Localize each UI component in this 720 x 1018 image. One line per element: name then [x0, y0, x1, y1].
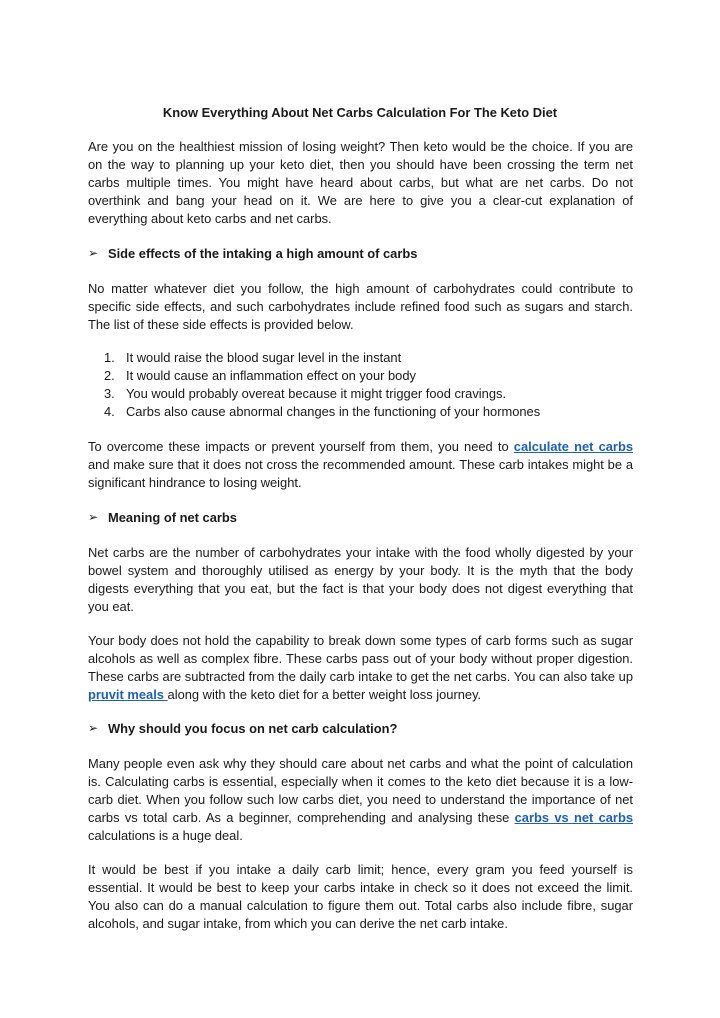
paragraph-text: and make sure that it does not cross the recommended amount. These carb intakes might be a significant hindrance to losing weight.	[88, 456, 633, 490]
section-heading-label: Why should you focus on net carb calculation?	[108, 721, 398, 736]
calculate-net-carbs-paragraph	[88, 438, 633, 492]
list-item-number: 2.	[104, 367, 115, 383]
side-effects-intro-paragraph: No matter whatever diet you follow, the high amount of carbohydrates could contribute to specific side effects, and such carbohydrates include refined food such as sugars and starch. The list of these side effects is provided below.	[88, 281, 633, 332]
arrow-bullet-icon: ➢	[88, 246, 99, 260]
section-heading-label: Side effects of the intaking a high amount of carbs	[108, 246, 418, 261]
intro-paragraph: Are you on the healthiest mission of losing weight? Then keto would be the choice. If you are on the way to planning up your keto diet, then you should have been crossing the term net carbs multiple times. You might have heard about carbs, but what are net carbs. Do not overthink and bang your head on it. We are here to give you a clear-cut explanation of everything about keto carbs and net carbs.	[88, 139, 633, 226]
section-heading-why-focus	[88, 720, 633, 738]
list-item	[104, 367, 624, 385]
paragraph-text: calculations is a huge deal.	[88, 827, 243, 843]
arrow-bullet-icon: ➢	[88, 721, 99, 735]
list-item-text: It would raise the blood sugar level in the instant	[126, 350, 402, 365]
pruvit-meals-link[interactable]: pruvit meals	[88, 686, 168, 702]
list-item	[104, 349, 624, 367]
pruvit-meals-paragraph	[88, 632, 633, 704]
list-item-number: 1.	[104, 350, 115, 365]
list-item-number: 4.	[104, 403, 115, 419]
list-item-text: You would probably overeat because it might trigger food cravings.	[126, 385, 507, 401]
why-focus-paragraph	[88, 755, 633, 845]
calculate-net-carbs-link[interactable]: calculate net carbs	[513, 439, 633, 454]
arrow-bullet-icon: ➢	[88, 510, 99, 524]
paragraph-text: To overcome these impacts or prevent yourself from them, you need to	[88, 439, 514, 454]
section-heading-label: Meaning of net carbs	[108, 510, 237, 525]
paragraph-text: Your body does not hold the capability to break down some types of carb forms such as sugar alcohols as well as complex fibre. These carbs pass out of your body without proper digestion. These carbs are subtracted from the daily carb intake to get the net carbs. You can also take up	[88, 633, 633, 684]
list-item	[104, 403, 624, 421]
document-title: Know Everything About Net Carbs Calculation For The Keto Diet	[162, 105, 558, 120]
section-heading-side-effects	[88, 245, 633, 263]
paragraph-text: along with the keto diet for a better weight loss journey.	[167, 686, 482, 702]
side-effects-list	[104, 349, 624, 421]
paragraph-text: Many people even ask why they should care about net carbs and what the point of calculation is. Calculating carbs is essential, especially when it comes to the keto diet because it is a low-carb diet. When you follow such low carbs diet, you need to understand the importance of net carbs vs total carb. As a beginner, comprehending and analysing these	[88, 756, 633, 825]
list-item	[104, 385, 624, 403]
meaning-paragraph: Net carbs are the number of carbohydrates your intake with the food wholly digested by your bowel system and thoroughly utilised as energy by your body. It is the myth that the body digests everything that you eat, but the fact is that your body does not digest everything that you eat.	[88, 545, 633, 614]
list-item-number: 3.	[104, 385, 115, 401]
section-heading-meaning	[88, 509, 633, 527]
list-item-text: Carbs also cause abnormal changes in the functioning of your hormones	[126, 403, 541, 419]
carbs-vs-net-carbs-link[interactable]: carbs vs net carbs	[514, 809, 633, 825]
list-item-text: It would cause an inflammation effect on your body	[126, 367, 416, 383]
daily-carb-limit-paragraph: It would be best if you intake a daily carb limit; hence, every gram you feed yourself is essential. It would be best to keep your carbs intake in check so it does not exceed the limit. You also can do a manual calculation to figure them out. Total carbs also include fibre, sugar alcohols, and sugar intake, from which you can derive the net carb intake.	[88, 862, 633, 931]
